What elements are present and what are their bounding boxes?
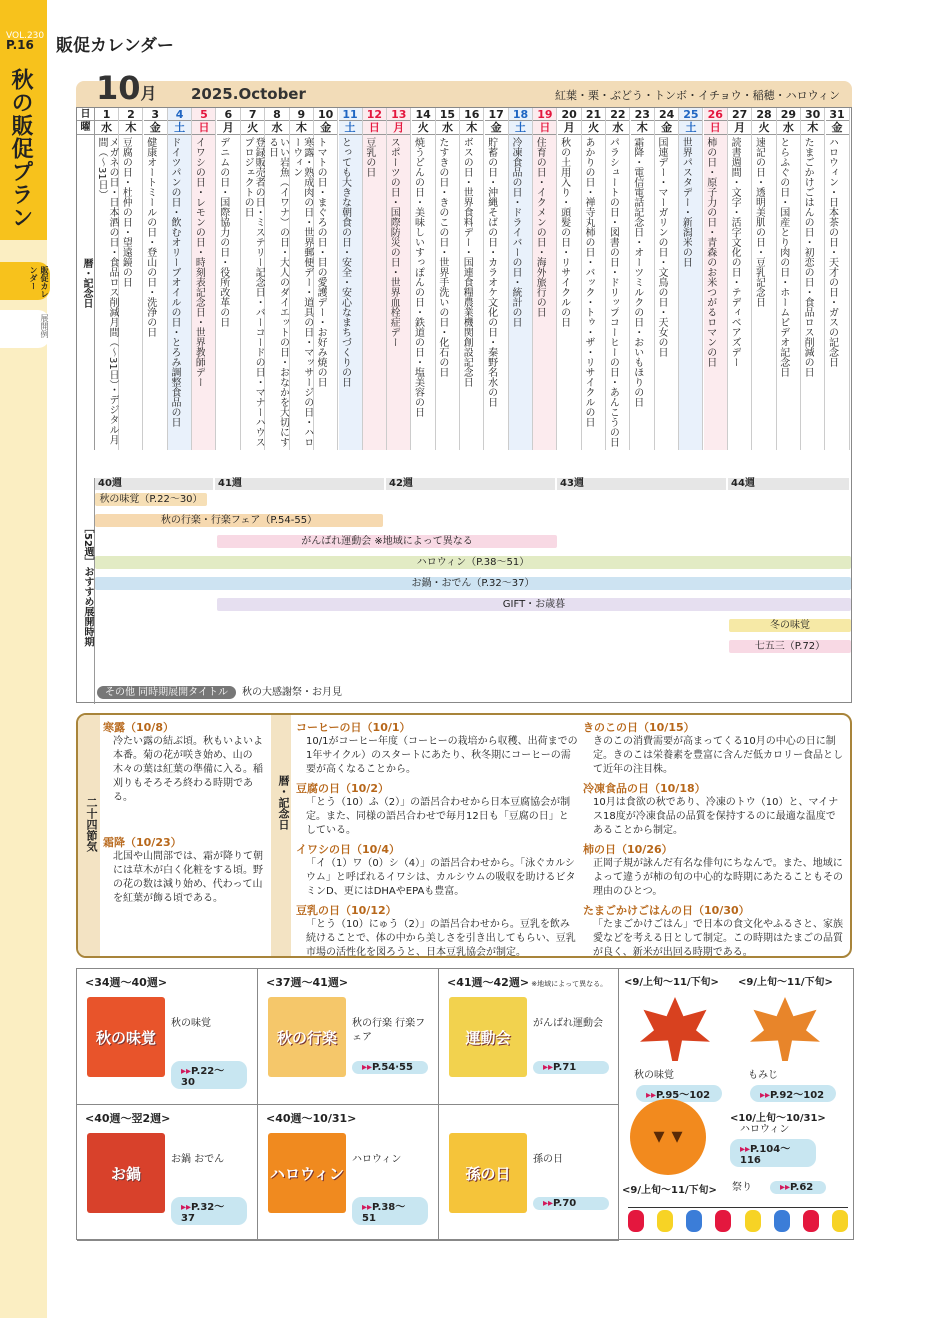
day-column bbox=[144, 108, 168, 450]
product-note: ※地域によって異なる。 bbox=[529, 980, 608, 988]
day-column bbox=[363, 108, 387, 450]
anniv-body: きのこの消費需要が高まってくる10月の中心の日に制定。きのこは栄養素を豊富に含んだ低カロリー食品として近年の注目株。 bbox=[593, 736, 843, 775]
day-column bbox=[95, 108, 119, 450]
day-events: 世界パスタデー・新潟米の日 bbox=[680, 137, 692, 267]
product-image-label: 秋の味覚 bbox=[95, 1029, 156, 1047]
day-number: 24 bbox=[655, 108, 678, 121]
day-events: 住育の日・イクメンの日・海外旅行の日 bbox=[534, 137, 546, 317]
week-label: 44週 bbox=[728, 478, 849, 490]
gantt-bar: 冬の味覚 bbox=[729, 619, 851, 632]
product-ref-text: P.71 bbox=[553, 1062, 577, 1073]
deco-ref[interactable] bbox=[750, 1085, 836, 1102]
day-number: 29 bbox=[777, 108, 800, 121]
day-number: 3 bbox=[144, 108, 167, 121]
deco-period: <10/上旬〜10/31> bbox=[730, 1113, 826, 1124]
day-column bbox=[826, 108, 850, 450]
day-column bbox=[606, 108, 630, 450]
weekday: 木 bbox=[119, 121, 142, 135]
anniv-right bbox=[583, 720, 845, 964]
day-events: 登録販売者の日・ミステリー記念日・バーコードの日・マナーハウスプロジェクトの日 bbox=[242, 137, 265, 447]
day-column bbox=[558, 108, 582, 450]
weekday: 水 bbox=[777, 121, 800, 135]
day-number: 15 bbox=[436, 108, 459, 121]
anniv-heading: たまごかけごはんの日（10/30） bbox=[583, 904, 750, 917]
anniv-label: 暦・記念日 bbox=[271, 715, 291, 956]
lantern-icon bbox=[715, 1210, 731, 1232]
day-number: 9 bbox=[290, 108, 313, 121]
day-column bbox=[412, 108, 436, 450]
maple-leaf-icon bbox=[640, 997, 710, 1061]
arrow-icon: ▸▸ bbox=[181, 1202, 192, 1213]
day-number: 21 bbox=[582, 108, 605, 121]
product-image bbox=[87, 997, 165, 1077]
product-name: 秋の行楽 行楽フェア bbox=[352, 1018, 426, 1043]
day-events: トマトの日・まぐろの日・目の愛護デー・お好み焼の日 bbox=[315, 137, 327, 387]
arrow-icon: ▸▸ bbox=[780, 1182, 791, 1193]
day-number: 31 bbox=[826, 108, 849, 121]
day-events: 豆乳の日 bbox=[363, 137, 375, 177]
deco-name: 秋の味覚 bbox=[634, 1070, 674, 1081]
weekday: 水 bbox=[606, 121, 629, 135]
deco-area bbox=[620, 969, 854, 1239]
product-ref[interactable] bbox=[171, 1197, 247, 1225]
product-ref-text: P.22〜30 bbox=[181, 1066, 225, 1088]
weekday: 金 bbox=[314, 121, 337, 135]
day-column bbox=[801, 108, 825, 450]
product-image bbox=[268, 1133, 346, 1213]
weekday: 日 bbox=[704, 121, 727, 135]
month-year: 2025.October bbox=[191, 85, 306, 103]
day-events: 速記の日・透明美肌の日・豆乳記念日 bbox=[753, 137, 765, 307]
day-number: 8 bbox=[265, 108, 288, 121]
month-header bbox=[76, 69, 852, 107]
products-grid bbox=[76, 968, 854, 1240]
day-column bbox=[704, 108, 728, 450]
weekday: 水 bbox=[265, 121, 288, 135]
product-image bbox=[449, 1133, 527, 1213]
product-ref[interactable] bbox=[533, 1061, 609, 1074]
anniv-heading: 豆乳の日（10/12） bbox=[296, 904, 397, 917]
anniv-body: 「たまごかけごはん」で日本の食文化やふるさと、家族愛などを考える日として制定。この時期はたまごの品質が良く、新米が出回る時期である。 bbox=[593, 919, 843, 958]
weekday-row-label: 曜 bbox=[77, 121, 94, 135]
gantt-bars bbox=[95, 491, 851, 691]
day-number: 18 bbox=[509, 108, 532, 121]
seasons-label: 二十四節気 bbox=[78, 715, 100, 956]
product-image-label: お鍋 bbox=[110, 1165, 141, 1183]
day-events: パラシュートの日・図書の日・ドリップコーヒーの日・あんこうの日 bbox=[607, 137, 619, 447]
anniv-body: 10月は食欲の秋であり、冷凍のトウ（10）と、マイナス18度が冷凍食品の品質を保持するのに最適な温度であることから制定。 bbox=[593, 797, 839, 836]
weekday: 金 bbox=[826, 121, 849, 135]
season-keywords: 紅葉・栗・ぶどう・トンボ・イチョウ・稲穂・ハロウィン bbox=[554, 89, 840, 102]
anniv-body: 「とう（10）ふ（2）」の語呂合わせから日本豆腐協会が制定。また、同様の語呂合わせで毎月12日も「豆腐の日」としている。 bbox=[306, 797, 571, 836]
deco-name: 祭り bbox=[732, 1182, 752, 1193]
day-column bbox=[192, 108, 216, 450]
product-name: 秋の味覚 bbox=[171, 1018, 211, 1029]
weekday: 月 bbox=[728, 121, 751, 135]
product-image bbox=[268, 997, 346, 1077]
anniv-heading: 豆腐の日（10/2） bbox=[296, 782, 389, 795]
day-column bbox=[436, 108, 460, 450]
weekday: 日 bbox=[192, 121, 215, 135]
day-column bbox=[752, 108, 776, 450]
product-ref-text: P.54·55 bbox=[372, 1062, 413, 1073]
product-ref[interactable] bbox=[533, 1197, 609, 1210]
day-events: メガネの日・日本酒の日・食品ロス削減月間（〜31日）・デジタル月間（〜31日） bbox=[96, 137, 118, 445]
arrow-icon: ▸▸ bbox=[181, 1066, 192, 1077]
day-column bbox=[728, 108, 752, 450]
lantern-icon bbox=[686, 1210, 702, 1232]
product-cell bbox=[77, 1105, 258, 1241]
anniv-heading: イワシの日（10/4） bbox=[296, 843, 400, 856]
day-number: 19 bbox=[533, 108, 556, 121]
deco-ref[interactable] bbox=[636, 1085, 722, 1102]
product-image bbox=[87, 1133, 165, 1213]
sidebar-title: 秋の販促プラン bbox=[8, 68, 33, 229]
weekday: 木 bbox=[801, 121, 824, 135]
pumpkin-lantern-icon: ▾ ▾ bbox=[630, 1099, 706, 1175]
day-events: 霜降・電信電話記念日・オーツミルクの日・おいもほりの日 bbox=[631, 137, 643, 407]
weekday: 土 bbox=[509, 121, 532, 135]
product-cell bbox=[258, 1105, 439, 1241]
weekday: 土 bbox=[168, 121, 191, 135]
deco-period: <9/上旬〜11/下旬> bbox=[622, 1185, 717, 1196]
gantt-bar: GIFT・お歳暮 bbox=[217, 598, 851, 611]
weekday: 金 bbox=[144, 121, 167, 135]
week-label: 40週 bbox=[95, 478, 213, 490]
week-label: 41週 bbox=[215, 478, 384, 490]
anniv-body: 「とう（10）にゅう（2）」の語呂合わせから。豆乳を飲み続けることで、体の中から美しさを引き出してもらい、豆乳市場の活性化を図ろうと、日本豆乳協会が制定。 bbox=[306, 919, 576, 958]
day-number: 27 bbox=[728, 108, 751, 121]
day-column bbox=[119, 108, 143, 450]
day-column bbox=[217, 108, 241, 450]
day-number: 7 bbox=[241, 108, 264, 121]
weekday: 木 bbox=[290, 121, 313, 135]
deco-name: ハロウィン bbox=[740, 1124, 790, 1135]
gantt-bar: 七五三（P.72） bbox=[729, 640, 851, 653]
weekday: 土 bbox=[339, 121, 362, 135]
product-period: <40週〜翌2週> bbox=[85, 1112, 171, 1125]
product-ref[interactable] bbox=[352, 1197, 428, 1225]
anniv-body: 「イ（1）ワ（0）シ（4）」の語呂合わせから。「泳ぐカルシウム」と呼ばれるイワシは、カルシウムの吸収を助けるビタミンD、更にはDHAやEPAも豊富。 bbox=[306, 858, 576, 897]
product-name: ハロウィン bbox=[352, 1154, 402, 1165]
deco-ref-text: P.62 bbox=[790, 1182, 814, 1193]
arrow-icon: ▸▸ bbox=[362, 1202, 373, 1213]
day-events: 柿の日・原子力の日・青森のお米つがるロマンの日 bbox=[704, 137, 716, 367]
anniv-body: 10/1がコーヒー年度（コーヒーの栽培から収穫、出荷までの1年サイクル）のスタートにあたり、秋冬期にコーヒーの需要が高くなることから。 bbox=[306, 736, 578, 775]
day-number: 1 bbox=[95, 108, 118, 121]
product-period: <40週〜10/31> bbox=[266, 1112, 357, 1125]
lantern-icon bbox=[628, 1210, 644, 1232]
day-number: 17 bbox=[485, 108, 508, 121]
lantern-row-icon bbox=[628, 1207, 848, 1233]
product-image-label: ハロウィン bbox=[269, 1165, 345, 1183]
deco-ref-text: P.92〜102 bbox=[770, 1090, 825, 1101]
day-events: イワシの日・レモンの日・時刻表記念日・世界教師デー bbox=[193, 137, 205, 387]
anniv-body: 正岡子規が詠んだ有名な俳句にちなんで。また、地域によって違うが柿の旬の中心的な時期にあたることもその理由のひとつ。 bbox=[593, 858, 843, 897]
gantt-bar: 秋の行楽・行楽フェア（P.54-55） bbox=[95, 514, 383, 527]
deco-ref[interactable] bbox=[730, 1139, 816, 1167]
gantt-bar: お鍋・おでん（P.32〜37） bbox=[95, 577, 851, 590]
product-image-label: 秋の行楽 bbox=[276, 1029, 337, 1047]
product-image-label: 孫の日 bbox=[465, 1165, 511, 1183]
season-body: 北国や山間部では、霜が降りて朝には草木が白く化粧をする頃。野の花の数は減り始め、代わって山を紅葉が飾る頃である。 bbox=[113, 851, 263, 904]
day-events: いい岩魚（イワナ）の日・大人のダイエットの日・おなかを大切にする日 bbox=[266, 137, 289, 447]
day-column bbox=[679, 108, 703, 450]
product-ref-text: P.38〜51 bbox=[362, 1202, 406, 1224]
day-events: 読書週間・文字・活字文化の日・テディベアズデー bbox=[729, 137, 741, 367]
anniv-heading: 柿の日（10/26） bbox=[583, 843, 673, 856]
day-events: 冷凍食品の日・ドライバーの日・統計の日 bbox=[509, 137, 521, 327]
day-events: 貯蓄の日・沖縄そばの日・カラオケ文化の日・秦野名水の日 bbox=[485, 137, 497, 407]
lantern-icon bbox=[803, 1210, 819, 1232]
season-heading: 霜降（10/23） bbox=[103, 836, 182, 849]
day-column bbox=[509, 108, 533, 450]
day-events: たすきの日・きのこの日・世界手洗いの日・化石の日 bbox=[436, 137, 448, 377]
weekday: 火 bbox=[582, 121, 605, 135]
product-image-label: 運動会 bbox=[465, 1029, 511, 1047]
day-column bbox=[387, 108, 411, 450]
day-events: ドイツパンの日・飲むオリーブオイルの日・とろみ調整食品の日 bbox=[169, 137, 181, 427]
day-events: あかりの日・禅寺丸柿の日・バック・トゥ・ザ・リサイクルの日 bbox=[583, 137, 594, 427]
events-row-label: 暦・記念日 bbox=[81, 258, 92, 308]
day-column bbox=[460, 108, 484, 450]
day-number: 12 bbox=[363, 108, 386, 121]
day-column bbox=[168, 108, 192, 450]
weekday: 金 bbox=[655, 121, 678, 135]
tab-calendar[interactable]: 販促カレンダー bbox=[0, 262, 50, 300]
seasons-list bbox=[103, 720, 268, 950]
product-ref-text: P.70 bbox=[553, 1198, 577, 1209]
day-column bbox=[290, 108, 314, 450]
day-number: 2 bbox=[119, 108, 142, 121]
day-events: 焼うどんの日・美味しいすっぽんの日・鉄道の日・塩美容の日 bbox=[412, 137, 424, 417]
product-period: <41週〜42週> ※地域によって異なる。 bbox=[447, 976, 608, 989]
info-panel bbox=[76, 713, 852, 958]
product-name: お鍋 おでん bbox=[171, 1154, 225, 1165]
day-number: 11 bbox=[339, 108, 362, 121]
day-row-label: 日 bbox=[77, 108, 94, 121]
day-number: 13 bbox=[387, 108, 410, 121]
product-ref-text: P.32〜37 bbox=[181, 1202, 225, 1224]
day-number: 10 bbox=[314, 108, 337, 121]
deco-period: <9/上旬〜11/下旬> bbox=[738, 977, 833, 988]
week-label: 43週 bbox=[557, 478, 726, 490]
weekday: 木 bbox=[460, 121, 483, 135]
tab-examples[interactable]: 展開例 bbox=[0, 310, 50, 348]
weekday: 日 bbox=[363, 121, 386, 135]
other-titles bbox=[97, 683, 342, 698]
arrow-icon: ▸▸ bbox=[760, 1090, 771, 1101]
day-column bbox=[265, 108, 289, 450]
day-column bbox=[533, 108, 557, 450]
weekday: 火 bbox=[241, 121, 264, 135]
day-number: 26 bbox=[704, 108, 727, 121]
day-events: 健康オートミールの日・登山の日・洗浄の日 bbox=[144, 137, 156, 337]
product-period: <37週〜41週> bbox=[266, 976, 349, 989]
deco-ref[interactable] bbox=[770, 1181, 826, 1194]
weekday: 火 bbox=[752, 121, 775, 135]
weekday: 土 bbox=[679, 121, 702, 135]
page-title: 販促カレンダー bbox=[56, 36, 174, 56]
week-row bbox=[95, 478, 851, 490]
gantt-bar: がんばれ運動会 ※地域によって異なる bbox=[217, 535, 557, 548]
row-labels bbox=[77, 108, 95, 450]
day-events: 秋の土用入り・頭髪の日・リサイクルの日 bbox=[558, 137, 570, 327]
lantern-icon bbox=[745, 1210, 761, 1232]
weekday: 月 bbox=[387, 121, 410, 135]
product-image bbox=[449, 997, 527, 1077]
day-number: 5 bbox=[192, 108, 215, 121]
product-cell bbox=[258, 969, 439, 1105]
volume-label: VOL.230 P.16 bbox=[6, 31, 45, 52]
weekday: 金 bbox=[485, 121, 508, 135]
month-number: 10月 bbox=[96, 69, 157, 107]
anniv-left bbox=[296, 720, 578, 964]
product-cell bbox=[77, 969, 258, 1105]
day-number: 28 bbox=[752, 108, 775, 121]
day-number: 16 bbox=[460, 108, 483, 121]
other-tag: その他 同時期展開タイトル bbox=[97, 686, 236, 699]
day-column bbox=[777, 108, 801, 450]
day-events: ボスの日・世界食料デー・国連食糧農業機関創設記念日 bbox=[461, 137, 473, 387]
season-body: 冷たい露の結ぶ頃。秋もいよいよ本番。菊の花が咲き始め、山の木々の葉は紅葉の準備に入る。稲刈りもそろそろ終わる時期である。 bbox=[113, 736, 263, 803]
weekday: 木 bbox=[631, 121, 654, 135]
weekday: 日 bbox=[533, 121, 556, 135]
lantern-icon bbox=[657, 1210, 673, 1232]
product-period: <34週〜40週> bbox=[85, 976, 168, 989]
day-column bbox=[339, 108, 363, 450]
day-number: 6 bbox=[217, 108, 240, 121]
day-events: ハロウィン・日本茶の日・天才の日・ガスの記念日 bbox=[826, 137, 838, 367]
day-events: デニムの日・国際協力の日・役所改革の日 bbox=[217, 137, 229, 327]
weekday: 月 bbox=[558, 121, 581, 135]
day-events: 豆腐の日・杜仲の日・望遠鏡の日 bbox=[120, 137, 132, 287]
day-column bbox=[241, 108, 265, 450]
day-column bbox=[631, 108, 655, 450]
day-number: 23 bbox=[631, 108, 654, 121]
deco-name: もみじ bbox=[748, 1070, 778, 1081]
day-number: 30 bbox=[801, 108, 824, 121]
day-column bbox=[655, 108, 679, 450]
calendar-table bbox=[76, 107, 852, 703]
maple-leaf-icon bbox=[750, 997, 820, 1061]
arrow-icon: ▸▸ bbox=[646, 1090, 657, 1101]
arrow-icon: ▸▸ bbox=[543, 1198, 554, 1209]
day-number: 20 bbox=[558, 108, 581, 121]
product-ref[interactable] bbox=[352, 1061, 428, 1074]
product-cell bbox=[439, 969, 619, 1105]
product-cell bbox=[439, 1105, 619, 1241]
product-name: 孫の日 bbox=[533, 1154, 563, 1165]
day-events: とらふぐの日・国産とり肉の日・ホームビデオ記念日 bbox=[777, 137, 789, 377]
day-events: とっても大きな朝食の日・安全・安心なまちづくりの日 bbox=[339, 137, 351, 387]
gantt-label: ［52週］おすすめ展開時期 bbox=[77, 478, 95, 704]
day-number: 22 bbox=[606, 108, 629, 121]
other-text: 秋の大感謝祭・お月見 bbox=[241, 687, 342, 698]
arrow-icon: ▸▸ bbox=[740, 1144, 751, 1155]
gantt-bar: 秋の味覚（P.22〜30） bbox=[95, 493, 207, 506]
day-number: 25 bbox=[679, 108, 702, 121]
weekday: 水 bbox=[436, 121, 459, 135]
day-events: 国連デー・マーガリンの日・文鳥の日・天女の日 bbox=[656, 137, 668, 357]
anniv-heading: きのこの日（10/15） bbox=[583, 721, 695, 734]
weekday: 月 bbox=[217, 121, 240, 135]
day-column bbox=[582, 108, 606, 450]
day-events: 寒露・熟成肉の日・世界郵便デー・道具の日・マッサージの日・ハローウィン bbox=[290, 137, 313, 447]
product-name: がんばれ運動会 bbox=[533, 1018, 603, 1029]
product-ref[interactable] bbox=[171, 1061, 247, 1089]
season-heading: 寒露（10/8） bbox=[103, 721, 174, 734]
day-events: スポーツの日・国際防災の日・世界血栓症デー bbox=[388, 137, 400, 347]
day-events: たまごかけごはんの日・初恋の日・食品ロス削減の日 bbox=[802, 137, 814, 377]
anniv-heading: 冷凍食品の日（10/18） bbox=[583, 782, 706, 795]
lantern-icon bbox=[774, 1210, 790, 1232]
anniv-heading: コーヒーの日（10/1） bbox=[296, 721, 411, 734]
arrow-icon: ▸▸ bbox=[543, 1062, 554, 1073]
deco-ref-text: P.104〜116 bbox=[740, 1144, 791, 1166]
day-number: 4 bbox=[168, 108, 191, 121]
sidebar bbox=[0, 0, 47, 1318]
weekday: 火 bbox=[412, 121, 435, 135]
week-label: 42週 bbox=[386, 478, 555, 490]
deco-ref-text: P.95〜102 bbox=[656, 1090, 711, 1101]
lantern-icon bbox=[832, 1210, 848, 1232]
weekday: 水 bbox=[95, 121, 118, 135]
arrow-icon: ▸▸ bbox=[362, 1062, 373, 1073]
gantt-bar: ハロウィン（P.38〜51） bbox=[95, 556, 851, 569]
deco-period: <9/上旬〜11/下旬> bbox=[624, 977, 719, 988]
day-number: 14 bbox=[412, 108, 435, 121]
day-column bbox=[314, 108, 338, 450]
day-column bbox=[485, 108, 509, 450]
